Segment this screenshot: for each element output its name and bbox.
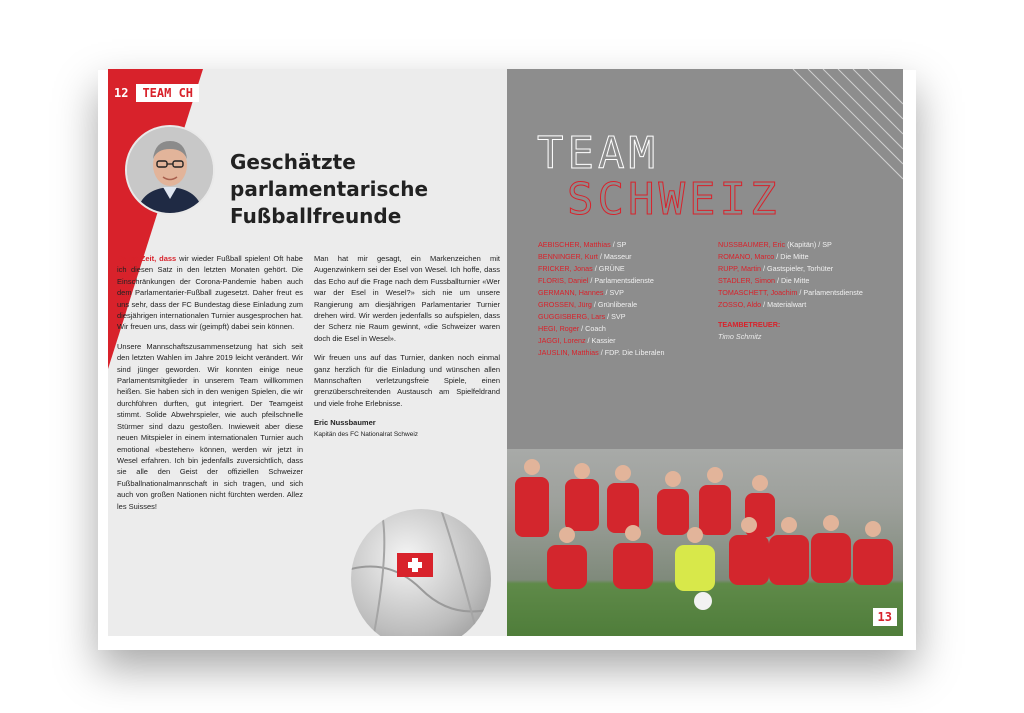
page-header: [108, 83, 199, 103]
paragraph-3: Man hat mir gesagt, ein Markenzeichen mit Augenzwinkern sei der Esel von Wesel. Ich hoffe, dass das Echo auf die Frage nach dem Fussballturnier «Wer war der Esel in Wesel?» sich nie um unsere Rangierung am diesjährigen Parlamentarier Turnier drehen wird. Wir werden jedenfalls so aufspielen, dass der Scherz nie Raum gewinnt, «die Schweizer waren doch die Esel in Wesel».: [314, 254, 500, 343]
roster-item: NUSSBAUMER, Eric (Kapitän) / SP: [718, 240, 832, 249]
title-team: TEAM: [537, 128, 659, 179]
roster-item: GROSSEN, Jürg / Grünliberale: [538, 300, 638, 309]
section-tag: TEAM CH: [136, 84, 199, 102]
page-number-left: 12: [114, 86, 129, 100]
right-page: [507, 69, 903, 636]
headline-line-1: Geschätzte: [230, 150, 356, 174]
coach-name: Timo Schmitz: [718, 332, 762, 341]
roster-item: BENNINGER, Kurt / Masseur: [538, 252, 632, 261]
roster-item: HEGI, Roger / Coach: [538, 324, 606, 333]
roster-item: JAUSLIN, Matthias / FDP. Die Liberalen: [538, 348, 665, 357]
title-schweiz: SCHWEIZ: [567, 174, 781, 225]
swiss-flag-icon: [397, 553, 433, 577]
author-name: Eric Nussbaumer: [314, 418, 376, 428]
football-image: [351, 509, 491, 636]
author-portrait: [125, 125, 215, 215]
text-column-1: [117, 253, 303, 520]
roster-item: AEBISCHER, Matthias / SP: [538, 240, 627, 249]
page-title: [230, 149, 490, 230]
left-page: [108, 69, 507, 636]
roster-item: FRICKER, Jonas / GRÜNE: [538, 264, 625, 273]
headline-line-2: parlamentarische: [230, 177, 429, 201]
diagonal-stripes-decoration: [783, 69, 903, 199]
author-role: Kapitän des FC Nationalrat Schweiz: [314, 430, 419, 438]
roster-item: STADLER, Simon / Die Mitte: [718, 276, 810, 285]
coach-heading: TEAMBETREUER:: [718, 320, 781, 329]
team-photo: [507, 449, 903, 636]
paragraph-4: Wir freuen uns auf das Turnier, danken noch einmal ganz herzlich für die Einladung und wünschen allen Mannschaften verletzungsfreie Spiele, einen grenzüberschreitenden Austausch am Spielfeldrand und viele frohe Erlebnisse.: [314, 353, 500, 408]
roster-left: [538, 239, 718, 359]
roster-item: TOMASCHETT, Joachim / Parlamentsdienste: [718, 288, 863, 297]
roster-item: FLORIS, Daniel / Parlamentsdienste: [538, 276, 654, 285]
roster-item: RUPP, Martin / Gastspieler, Torhüter: [718, 264, 834, 273]
paragraph-1: [117, 253, 303, 333]
headline-line-3: Fußballfreunde: [230, 204, 402, 228]
page-number-right: 13: [873, 608, 897, 626]
roster-item: GUGGISBERG, Lars / SVP: [538, 312, 626, 321]
roster-item: JAGGI, Lorenz / Kassier: [538, 336, 616, 345]
lead-in: Es ist Zeit, dass: [117, 254, 177, 263]
portrait-image: [127, 127, 213, 213]
text-column-2: [314, 253, 500, 440]
team-photo-image: [507, 449, 903, 636]
roster-item: ROMANO, Marco / Die Mitte: [718, 252, 809, 261]
roster-item: GERMANN, Hannes / SVP: [538, 288, 624, 297]
paragraph-1-text: wir wieder Fußball spielen! Oft habe ich diesen Satz in den letzten Monaten gehört. Die Einschränkungen der Corona-Pandemie haben auch dem Parlamentarier-Fußball zugesetzt. Daher freut es uns sehr, dass der FC Bundestag diese Einladung zum diesjährigen internationalen Turnier ausgesprochen hat. Wir freuen uns, dass wir (geimpft) dabei sein können.: [117, 254, 303, 332]
roster-item: ZOSSO, Aldo / Materialwart: [718, 300, 807, 309]
roster-right: [718, 239, 898, 343]
paragraph-2: Unsere Mannschaftszusammensetzung hat sich seit den letzten Wahlen im Jahre 2019 leicht verändert. Wir sind jünger geworden. Wir konnten einige neue Parlamentsmitglieder in unserem Team willkommen heißen. Sie haben sich in den wenigen Spielen, die wir durchführen durften, gut integriert. Der Teamgeist stimmt. Solide Abwehrspieler, wie auch pfeilschnelle Stürmer sind dazu gestoßen. Inwieweit aber diese neuen Mitspieler in einem internationalen Turnier auch emotional «bestehen» können, werden wir jetzt in Wesel erfahren. Ich bin jedenfalls zuversichtlich, dass sie alle den Geist der offiziellen Schweizer Fußballnationalmannschaft in sich tragen, und sich auch von großen Nationen nicht fürchten werden. Allez les Suisses!: [117, 341, 303, 511]
